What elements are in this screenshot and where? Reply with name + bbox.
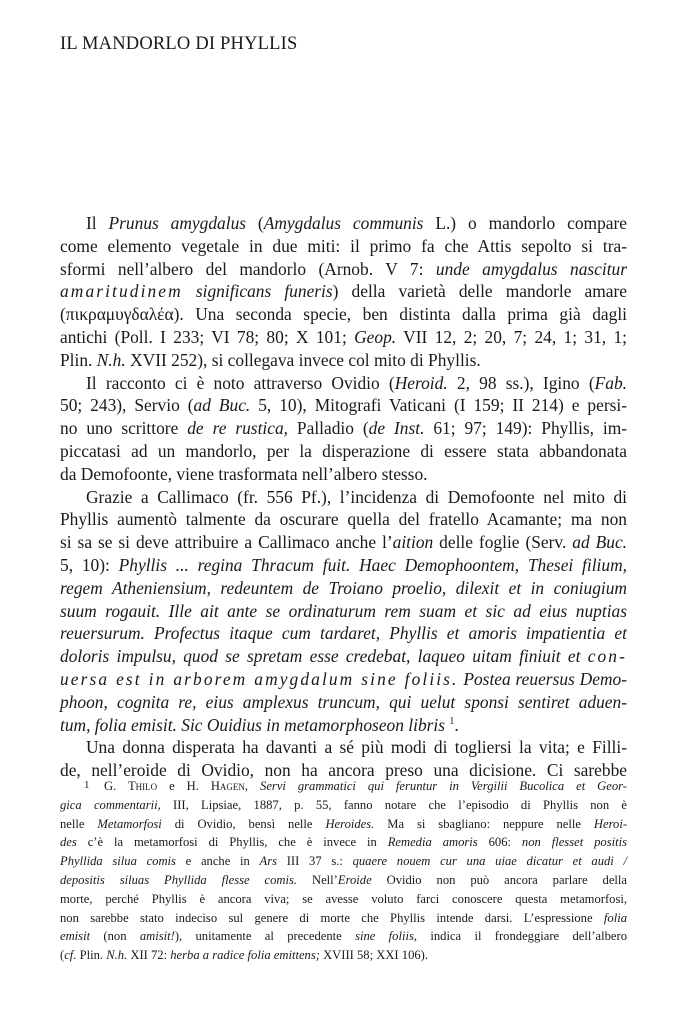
italic-run: non flesset positis (521, 835, 627, 850)
italic-run: reuersurum. Profectus itaque cum tardaret, Phyllis et amoris impatientia et (60, 623, 627, 644)
spaced-italic-run: uersa est in arborem amygdalum sine foliis. (60, 668, 459, 689)
text-run: Una donna disperata ha davanti a sé più modi di togliersi la vita; e Filli- (86, 737, 627, 758)
text-run: di Ovidio, bensì nelle (161, 816, 326, 831)
italic-run: phoon, cognita re, eius amplexus truncum, qui uelut sponsi sentiret aduen- (60, 691, 627, 712)
italic-run: herba a radice folia emittens; (170, 948, 320, 963)
text-line (60, 440, 627, 463)
text-run: III, Lipsiae, 1887, p. 55, fanno notare che l’episodio di Phyllis non è (160, 797, 627, 812)
text-line (60, 736, 627, 759)
italic-run: ad Buc. (572, 532, 628, 553)
footnote-line (60, 852, 627, 871)
italic-run: cf. (64, 948, 77, 963)
italic-run: gica commentarii, (60, 797, 161, 812)
text-run: Il racconto ci è noto attraverso Ovidio ( (86, 372, 395, 393)
text-run: III 37 s.: (277, 854, 353, 869)
italic-run: N.h. (106, 948, 128, 963)
italic-run: quaere nouem cur una uiae dicatur et audi / (352, 854, 628, 869)
text-run: Nell’ (297, 872, 338, 887)
text-run: non sarebbe stato indeciso sul genere di morte che Phyllis intende darsi. L’espressione (60, 910, 604, 925)
italic-run: des (60, 835, 77, 850)
text-run: morte, perché Phyllis è ancora viva; se avesse voluto farci conoscere questa metamorfosi, (60, 891, 627, 906)
text-run: nelle (60, 816, 98, 831)
italic-run: tum, folia emisit. Sic Ouidius in metamorphoseon libris (60, 714, 446, 735)
text-run: c’è la metamorfosi di Phyllis, che è invece in (76, 835, 388, 850)
spaced-italic-run: amaritudinem (60, 281, 183, 302)
text-run: antichi (Poll. I 233; VI 78; 80; X 101; (60, 326, 355, 347)
text-line (60, 372, 627, 395)
text-line (60, 486, 627, 509)
text-run: ), unitamente al precedente (174, 929, 356, 944)
italic-run: de Inst. (368, 418, 425, 439)
footnotes (60, 776, 627, 965)
text-run: . (454, 714, 459, 735)
italic-run: Remedia amoris (387, 835, 478, 850)
italic-run: doloris impulsu, quod se spretam esse credebat, laqueo uitam finiuit et (60, 646, 588, 667)
text-run: da Demofoonte, viene trasformata nell’albero stesso. (60, 463, 428, 484)
italic-run: ad Buc. (193, 395, 251, 416)
italic-run: depositis siluas Phyllida flesse comis. (60, 872, 298, 887)
text-run: Phyllis aumentò talmente da oscurare quella del fratello Acamante; ma non (60, 509, 627, 530)
italic-run: Metamorfosi (97, 816, 162, 831)
italic-run: Postea reuersus Demo- (458, 668, 627, 689)
italic-run: Amygdalus communis (263, 213, 424, 233)
italic-run: N.h. (96, 349, 126, 370)
text-run: piccatasi ad un mandorlo, per la disperazione di essere stata abbandonata (60, 440, 627, 461)
text-run: no uno scrittore (60, 418, 188, 439)
footnote-line (60, 776, 627, 796)
text-line (60, 280, 627, 303)
text-run (248, 779, 260, 793)
text-run: 5, 10), Mitografi Vaticani (I 159; II 214) e persi- (250, 395, 628, 416)
page-title: IL MANDORLO DI PHYLLIS (60, 34, 298, 54)
spaced-italic-run: con- (587, 646, 627, 667)
text-run: ( (60, 948, 65, 963)
text-run: ) della varietà delle mandorle amare (332, 281, 627, 302)
italic-run: emisit (60, 929, 91, 944)
text-line (60, 326, 627, 349)
italic-run: Heroid. (394, 372, 448, 393)
footnote-line (60, 871, 627, 890)
italic-run: suum rogauit. Ille ait ante se ordinaturum rem suam et sic ad eius nuptias (60, 600, 627, 621)
text-run: Plin. (60, 349, 97, 370)
text-run: 61; 97; 149): Phyllis, im- (424, 418, 628, 439)
text-run: XII 72: (127, 948, 171, 963)
text-run: sformi nell’albero del mandorlo (Arnob. V 7: (60, 258, 436, 279)
text-run: Grazie a Callimaco (fr. 556 Pf.), l’incidenza di Demofoonte nel mito di (86, 486, 627, 507)
text-line (60, 600, 627, 623)
italic-run: Phyllis ... regina Thracum fuit. Haec Demophoontem, Thesei filium, (118, 554, 627, 575)
paragraph-2 (60, 372, 627, 486)
text-run: Ovidio non può ancora parlare della (371, 872, 627, 887)
text-run: Palladio ( (288, 418, 369, 439)
small-caps-run: G. Thilo (104, 779, 158, 793)
text-line (60, 668, 627, 691)
italic-run: aition (392, 532, 434, 553)
paragraph-1 (60, 212, 627, 372)
italic-run: Eroide (337, 872, 372, 887)
italic-run: Servi grammatici qui feruntur in Vergilii Bucolica et Geor- (260, 779, 627, 793)
text-run: (non (90, 929, 140, 944)
text-run: VII 12, 2; 20, 7; 24, 1; 31, 1; (396, 326, 627, 347)
text-line (60, 508, 627, 531)
footnote-line (60, 946, 627, 965)
text-run: come elemento vegetale in due miti: il primo fa che Attis sepolto si tra- (60, 235, 627, 256)
main-text (60, 212, 627, 782)
footnote-ref: 1 (449, 715, 455, 727)
text-run: e (157, 779, 187, 793)
text-run: indica il frondeggiare dell’albero (417, 929, 627, 944)
footnote-number: 1 (84, 779, 90, 791)
italic-run: Prunus amygdalus (108, 213, 247, 233)
text-run: 606: (477, 835, 522, 850)
footnote-line (60, 909, 627, 928)
text-run: XVIII 58; XXI 106). (319, 948, 429, 963)
text-run: delle foglie (Serv. (433, 532, 573, 553)
italic-run: Phyllida silua comis (60, 854, 176, 869)
text-run: Ma si sbagliano: neppure nelle (374, 816, 594, 831)
italic-run: Fab. (594, 372, 627, 393)
text-line (60, 417, 627, 440)
footnote-line (60, 796, 627, 815)
text-line (60, 531, 627, 554)
italic-run: folia (603, 910, 627, 925)
italic-run: Ars (259, 854, 278, 869)
text-line (60, 645, 627, 668)
paragraph-3 (60, 486, 627, 737)
italic-run: regem Atheniensium, redeuntem de Troiano proelio, dilexit et in coniugium (60, 577, 627, 598)
italic-run: de re rustica, (187, 418, 288, 439)
text-line (60, 714, 627, 737)
italic-run: Heroi- (593, 816, 628, 831)
text-line (60, 258, 627, 281)
small-caps-run: H. Hagen, (186, 779, 249, 793)
text-line (60, 235, 627, 258)
text-line (60, 577, 627, 600)
italic-run: Geop. (354, 326, 397, 347)
text-run (183, 281, 196, 301)
text-line (60, 463, 627, 486)
text-run: 2, 98 ss.), Igino ( (447, 372, 595, 393)
text-line (60, 622, 627, 645)
text-run: L.) o mandorlo compare (423, 213, 627, 233)
italic-run: Heroides. (325, 816, 375, 831)
text-run: 5, 10): (60, 554, 119, 575)
text-run: XVII 252), si collegava invece col mito di Phyllis. (125, 349, 481, 370)
text-line (60, 554, 627, 577)
text-line (60, 212, 627, 235)
text-run: Plin. (76, 948, 107, 963)
footnote-1 (60, 776, 627, 965)
footnote-line (60, 833, 627, 852)
text-run: e anche in (175, 854, 260, 869)
footnote-line (60, 815, 627, 834)
text-line (60, 394, 627, 417)
footnote-line (60, 927, 627, 946)
text-run: si sa se si deve attribuire a Callimaco anche l’ (60, 532, 393, 553)
italic-run: amisit! (139, 929, 175, 944)
text-line (60, 303, 627, 326)
footnote-line (60, 890, 627, 909)
text-run: ( (246, 213, 264, 233)
text-run: (πικραμυγδαλέα). Una seconda specie, ben distinta dalla prima già dagli (60, 304, 627, 325)
text-line (60, 349, 627, 372)
italic-run: significans funeris (195, 281, 333, 302)
text-run: de, nell’eroide di Ovidio, non ha ancora preso una dicisione. Ci sarebbe (60, 760, 627, 781)
italic-run: unde amygdalus nascitur (435, 258, 627, 279)
text-line (60, 691, 627, 714)
text-run: Il (86, 213, 109, 233)
text-run: 50; 243), Servio ( (60, 395, 194, 416)
italic-run: sine foliis, (355, 929, 418, 944)
